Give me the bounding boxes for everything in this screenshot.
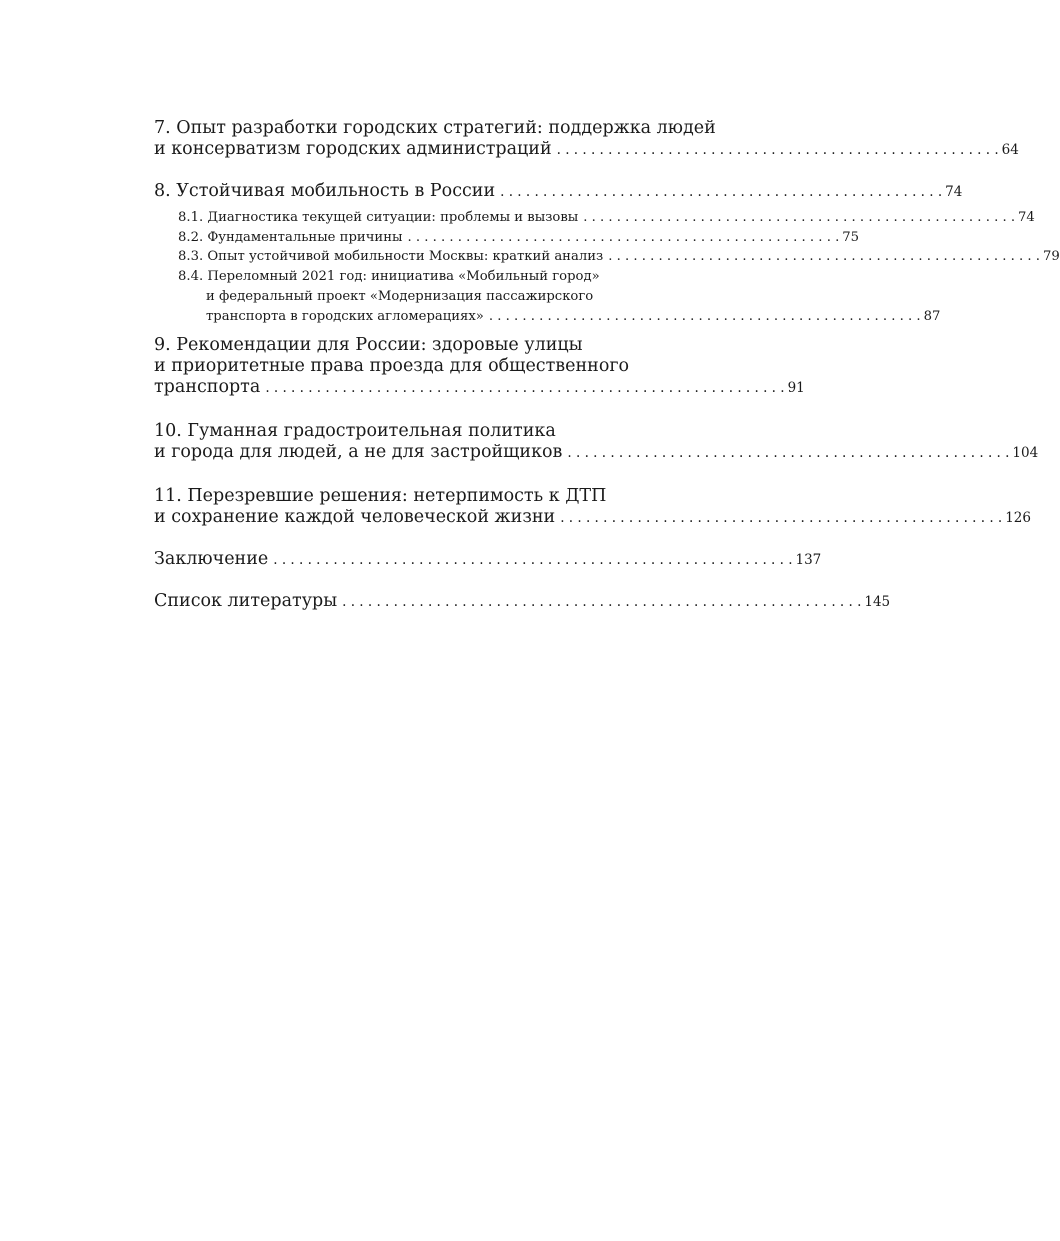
dot-leader: . . . . . . . . . . . . . . . . . . . . . . . . . . . . . . . . . . . . . . . . . . . . . . . . . . . . . . . . . . . . .: [265, 380, 785, 397]
toc-entry-title-line: 8.2. Фундаментальные причины: [178, 229, 403, 245]
toc-entry-chapter-10[interactable]: [154, 421, 1039, 464]
toc-entry-title-line: 9. Рекомендации для России: здоровые улицы: [154, 335, 583, 356]
toc-entry-title-line: и консерватизм городских администраций: [154, 139, 552, 159]
page-number: 75: [842, 229, 860, 245]
toc-entry-title-line: и сохранение каждой человеческой жизни: [154, 507, 556, 528]
toc-entry-title-line: 10. Гуманная градостроительная политика: [154, 421, 556, 442]
dot-leader: . . . . . . . . . . . . . . . . . . . . . . . . . . . . . . . . . . . . . . . . . . . . . . . . . . . .: [560, 510, 1003, 527]
page-number: 64: [1001, 142, 1019, 158]
toc-entry-title-line: 8.4. Переломный 2021 год: инициатива «Мобильный город»: [178, 269, 600, 285]
toc-entry-title-line: и приоритетные права проезда для общественного: [154, 356, 630, 377]
toc-entry-conclusion[interactable]: [154, 549, 822, 571]
dot-leader: . . . . . . . . . . . . . . . . . . . . . . . . . . . . . . . . . . . . . . . . . . . . . . . . . . . .: [608, 249, 1040, 265]
toc-entry-title-line: Заключение: [154, 549, 269, 570]
dot-leader: . . . . . . . . . . . . . . . . . . . . . . . . . . . . . . . . . . . . . . . . . . . . . . . . . . . .: [407, 229, 840, 245]
dot-leader: . . . . . . . . . . . . . . . . . . . . . . . . . . . . . . . . . . . . . . . . . . . . . . . . . . . .: [556, 142, 999, 158]
page-number: 79: [1042, 249, 1060, 265]
toc-entry-title-line: и города для людей, а не для застройщиков: [154, 442, 563, 463]
dot-leader: . . . . . . . . . . . . . . . . . . . . . . . . . . . . . . . . . . . . . . . . . . . . . . . . . . . . . . . . . . . . .: [342, 594, 862, 611]
toc-entry-section-8-4[interactable]: [154, 267, 941, 326]
dot-leader: . . . . . . . . . . . . . . . . . . . . . . . . . . . . . . . . . . . . . . . . . . . . . . . . . . . .: [488, 308, 921, 324]
dot-leader: . . . . . . . . . . . . . . . . . . . . . . . . . . . . . . . . . . . . . . . . . . . . . . . . . . . .: [567, 445, 1010, 462]
toc-entry-chapter-7[interactable]: [154, 118, 1019, 161]
toc-entry-chapter-9[interactable]: [154, 335, 805, 399]
page-number: 91: [787, 380, 805, 397]
toc-subsections-chapter-8: [154, 208, 1060, 326]
toc-entry-section-8-1[interactable]: [154, 208, 1035, 228]
page-number: 145: [864, 594, 891, 611]
page-number: 87: [923, 308, 941, 324]
page-number: 126: [1005, 510, 1031, 527]
dot-leader: . . . . . . . . . . . . . . . . . . . . . . . . . . . . . . . . . . . . . . . . . . . . . . . . . . . .: [583, 210, 1016, 225]
toc-entry-title-line: Список литературы: [154, 591, 338, 612]
toc-entry-bibliography[interactable]: [154, 591, 891, 613]
page-number: 74: [1018, 210, 1035, 225]
dot-leader: . . . . . . . . . . . . . . . . . . . . . . . . . . . . . . . . . . . . . . . . . . . . . . . . . . . .: [500, 184, 943, 200]
toc-entry-section-8-3[interactable]: [154, 247, 1060, 267]
toc-entry-title-line: транспорта в городских агломерациях»: [206, 308, 484, 324]
toc-entry-title-line: 8.1. Диагностика текущей ситуации: проблемы и вызовы: [178, 210, 579, 225]
page-number: 137: [795, 552, 822, 569]
toc-entry-chapter-11[interactable]: [154, 486, 1031, 529]
toc-entry-title-line: 8. Устойчивая мобильность в России: [154, 181, 496, 201]
toc-entry-title-line: и федеральный проект «Модернизация пассажирского: [206, 288, 594, 304]
toc-entry-title-line: транспорта: [154, 377, 261, 398]
dot-leader: . . . . . . . . . . . . . . . . . . . . . . . . . . . . . . . . . . . . . . . . . . . . . . . . . . . . . . . . . . . . .: [273, 552, 793, 569]
toc-entry-section-8-2[interactable]: [154, 228, 860, 248]
table-of-contents: [154, 118, 1060, 613]
page-number: 74: [945, 184, 963, 200]
toc-entry-title-line: 7. Опыт разработки городских стратегий: поддержка людей: [154, 118, 716, 138]
toc-entry-title-line: 8.3. Опыт устойчивой мобильности Москвы: краткий анализ: [178, 249, 604, 265]
toc-entry-chapter-8[interactable]: [154, 181, 963, 203]
page-number: 104: [1012, 445, 1039, 462]
toc-entry-title-line: 11. Перезревшие решения: нетерпимость к ДТП: [154, 486, 607, 507]
